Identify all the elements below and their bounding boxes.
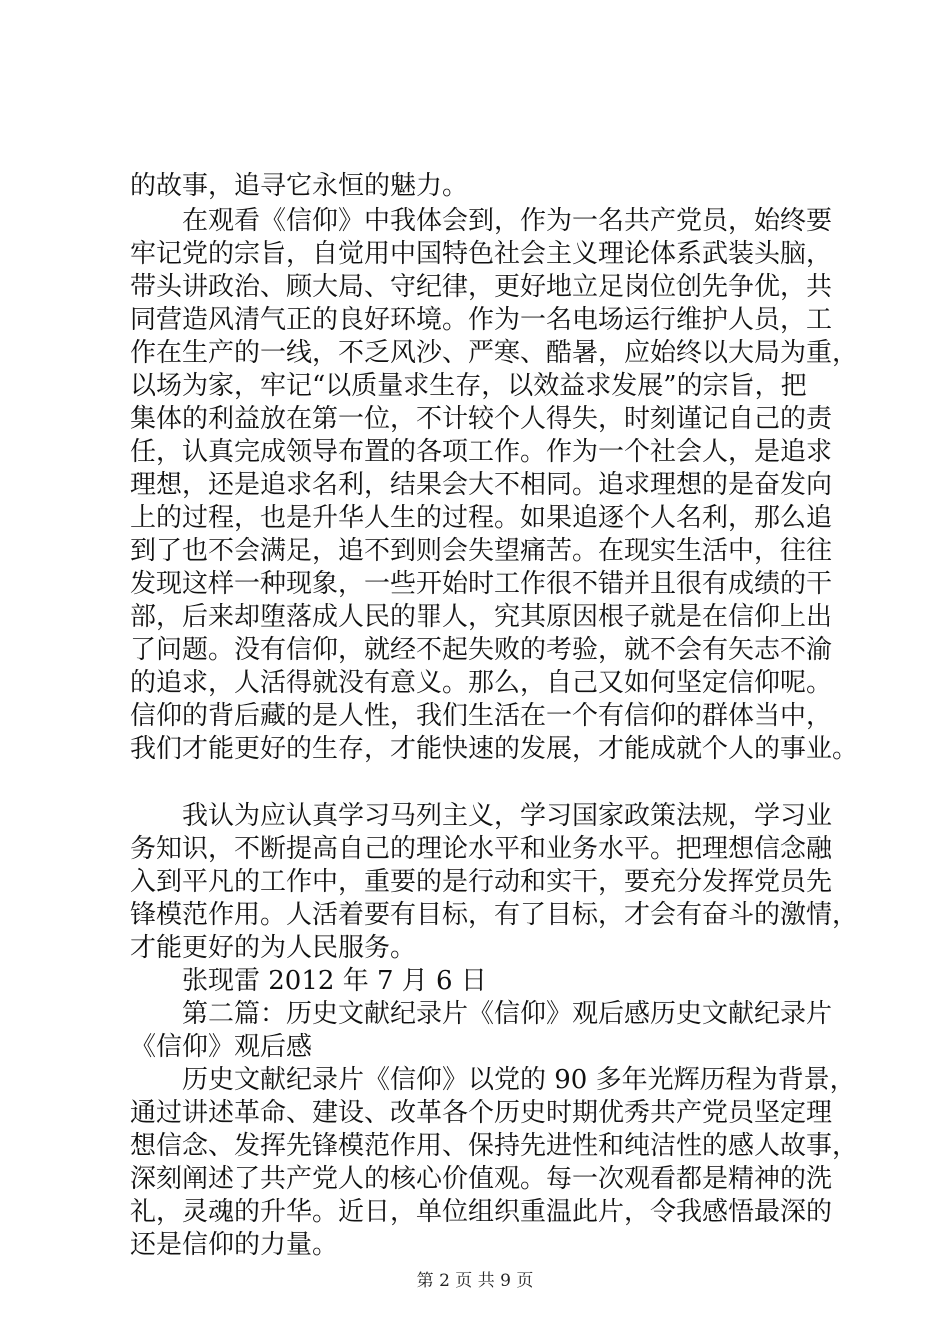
text-line: 发现这样一种现象，一些开始时工作很不错并且很有成绩的干 [130, 569, 833, 599]
text-line: 带头讲政治、顾大局、守纪律，更好地立足岗位创先争优，共 [130, 272, 833, 302]
text-line: 以场为家，牢记“以质量求生存，以效益求发展”的宗旨，把 [130, 371, 807, 401]
text-line: 我们才能更好的生存，才能快速的发展，才能成就个人的事业。 [130, 734, 859, 764]
text-line: 的追求，人活得就没有意义。那么，自己又如何坚定信仰呢。 [130, 668, 833, 698]
text-line: 任，认真完成领导布置的各项工作。作为一个社会人，是追求 [130, 437, 833, 467]
page-footer: 第 2 页 共 9 页 [416, 1271, 534, 1291]
text-line: 在观看《信仰》中我体会到，作为一名共产党员，始终要 [130, 206, 833, 236]
text-line: 入到平凡的工作中，重要的是行动和实干，要充分发挥党员先 [130, 867, 833, 897]
text-line: 牢记党的宗旨，自觉用中国特色社会主义理论体系武装头脑， [130, 239, 833, 269]
text-line: 同营造风清气正的良好环境。作为一名电场运行维护人员，工 [130, 305, 833, 335]
text-line: 务知识，不断提高自己的理论水平和业务水平。把理想信念融 [130, 834, 833, 864]
text-line: 作在生产的一线，不乏风沙、严寒、酷暑，应始终以大局为重， [130, 338, 859, 368]
text-line: 到了也不会满足，追不到则会失望痛苦。在现实生活中，往往 [130, 536, 833, 566]
text-line: 还是信仰的力量。 [130, 1230, 339, 1260]
text-line: 礼，灵魂的升华。近日，单位组织重温此片，令我感悟最深的 [130, 1197, 833, 1227]
section-heading-line: 《信仰》观后感 [130, 1032, 313, 1062]
signature-date-line: 张现雷 2012 年 7 月 6 日 [130, 966, 487, 996]
text-line: 历史文献纪录片《信仰》以党的 90 多年光辉历程为背景， [130, 1065, 856, 1095]
text-line: 我认为应认真学习马列主义，学习国家政策法规，学习业 [130, 801, 833, 831]
text-line: 才能更好的为人民服务。 [130, 933, 417, 963]
text-line: 深刻阐述了共产党人的核心价值观。每一次观看都是精神的洗 [130, 1164, 833, 1194]
text-line: 通过讲述革命、建设、改革各个历史时期优秀共产党员坚定理 [130, 1098, 833, 1128]
text-line: 集体的利益放在第一位，不计较个人得失，时刻谨记自己的责 [130, 404, 833, 434]
text-line: 了问题。没有信仰，就经不起失败的考验，就不会有矢志不渝 [130, 635, 833, 665]
text-line: 部，后来却堕落成人民的罪人，究其原因根子就是在信仰上出 [130, 602, 833, 632]
text-line: 理想，还是追求名利，结果会大不相同。追求理想的是奋发向 [130, 470, 833, 500]
text-line: 信仰的背后藏的是人性，我们生活在一个有信仰的群体当中， [130, 701, 833, 731]
section-heading-line: 第二篇：历史文献纪录片《信仰》观后感历史文献纪录片 [130, 999, 833, 1029]
text-line: 锋模范作用。人活着要有目标，有了目标，才会有奋斗的激情， [130, 900, 859, 930]
text-line: 上的过程，也是升华人生的过程。如果追逐个人名利，那么追 [130, 503, 833, 533]
text-line: 想信念、发挥先锋模范作用、保持先进性和纯洁性的感人故事， [130, 1131, 859, 1161]
text-line: 的故事，追寻它永恒的魅力。 [130, 171, 469, 201]
